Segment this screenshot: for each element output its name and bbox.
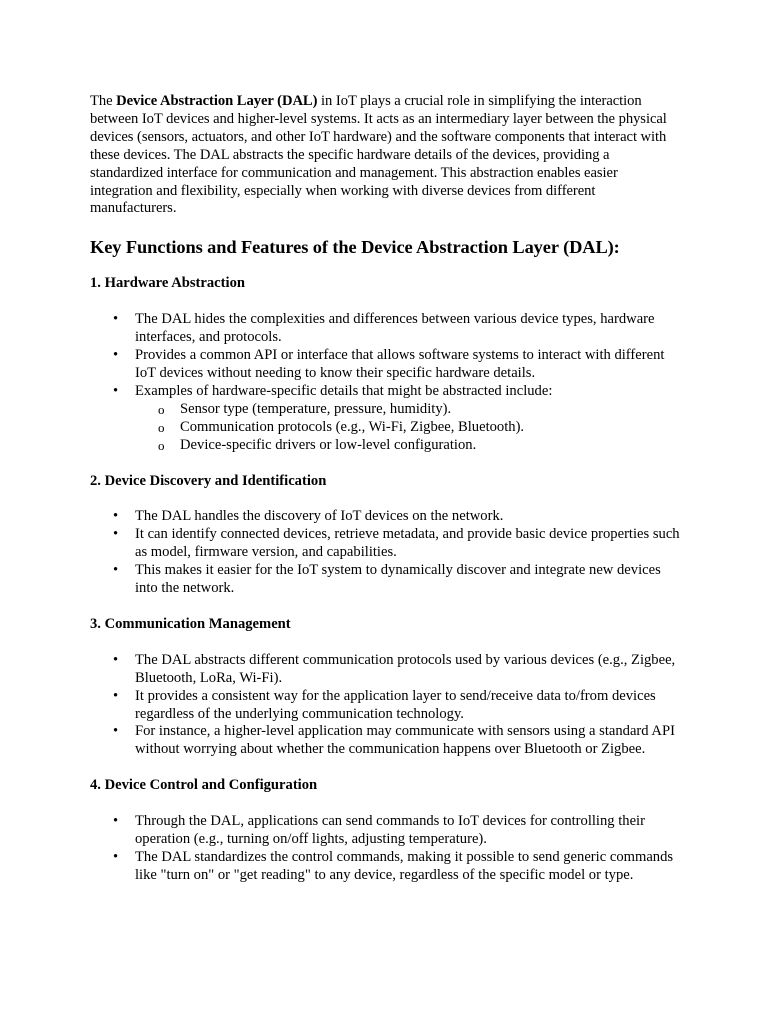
list-item: • The DAL abstracts different communication protocols used by various devices (e.g., Zigbee, Bluetooth, LoRa, Wi-Fi). xyxy=(90,652,680,688)
sub-bullet-list xyxy=(135,401,680,455)
list-item: • This makes it easier for the IoT system to dynamically discover and integrate new devices into the network. xyxy=(90,562,680,598)
list-item xyxy=(90,383,680,455)
list-item: • The DAL handles the discovery of IoT devices on the network. xyxy=(90,508,680,526)
section-title: 4. Device Control and Configuration xyxy=(90,777,318,794)
sub-list-item: o Sensor type (temperature, pressure, humidity). xyxy=(135,401,680,419)
intro-paragraph xyxy=(90,93,680,218)
bullet-list xyxy=(90,813,680,885)
intro-bold-term: Device Abstraction Layer (DAL) xyxy=(116,93,318,109)
list-item: • It provides a consistent way for the application layer to send/receive data to/from devices regardless of the underlying communication technology. xyxy=(90,688,680,724)
list-item-text: Examples of hardware-specific details that might be abstracted include: xyxy=(135,382,553,399)
section-title: 1. Hardware Abstraction xyxy=(90,275,245,292)
bullet-list xyxy=(90,652,680,759)
list-item: • Provides a common API or interface that allows software systems to interact with different IoT devices without needing to know their specific hardware details. xyxy=(90,347,680,383)
list-item: • Through the DAL, applications can send commands to IoT devices for controlling their operation (e.g., turning on/off lights, adjusting temperature). xyxy=(90,813,680,849)
sub-list-item: o Device-specific drivers or low-level configuration. xyxy=(135,437,680,455)
bullet-list xyxy=(90,508,680,598)
bullet-list xyxy=(90,311,680,454)
main-heading: Key Functions and Features of the Device Abstraction Layer (DAL): xyxy=(90,237,620,258)
section-title: 2. Device Discovery and Identification xyxy=(90,472,327,489)
list-item: • The DAL standardizes the control commands, making it possible to send generic commands like "turn on" or "get reading" to any device, regardless of the specific model or type. xyxy=(90,849,680,885)
intro-body: in IoT plays a crucial role in simplifying the interaction between IoT devices and higher-level systems. It acts as an intermediary layer between the physical devices (sensors, actuators, and other IoT hardware) and the software components that interact with these devices. The DAL abstracts the specific hardware details of the devices, providing a standardized interface for communication and management. This abstraction enables easier integration and flexibility, especially when working with diverse devices from different manufacturers. xyxy=(90,93,667,217)
section-title: 3. Communication Management xyxy=(90,615,291,632)
sub-list-item: o Communication protocols (e.g., Wi-Fi, Zigbee, Bluetooth). xyxy=(135,419,680,437)
intro-prefix: The xyxy=(90,93,117,109)
list-item: • For instance, a higher-level application may communicate with sensors using a standard API without worrying about whether the communication happens over Bluetooth or Zigbee. xyxy=(90,723,680,759)
document-page xyxy=(90,93,680,885)
list-item: • The DAL hides the complexities and differences between various device types, hardware interfaces, and protocols. xyxy=(90,311,680,347)
list-item: • It can identify connected devices, retrieve metadata, and provide basic device properties such as model, firmware version, and capabilities. xyxy=(90,526,680,562)
